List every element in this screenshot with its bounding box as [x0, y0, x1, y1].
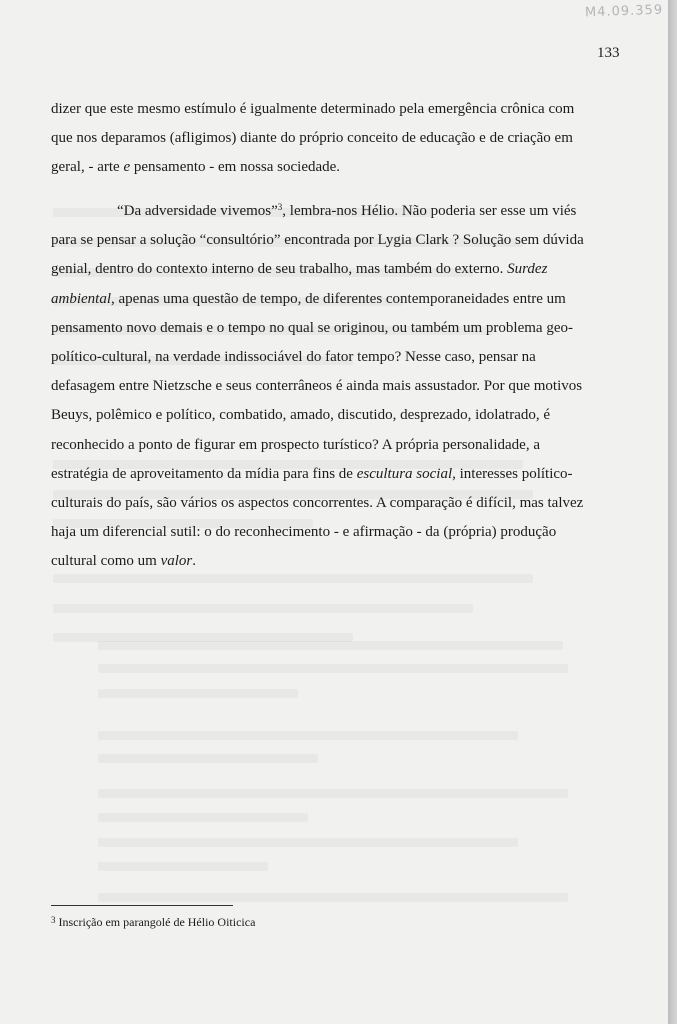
- paragraph-1-line-1: dizer que este mesmo estímulo é igualmente determinado pela emergência crônica com: [51, 101, 575, 117]
- paragraph-2-line-1: “Da adversidade vivemos”$^3$, lembra-nos Hélio. Não poderia ser esse um viés: [117, 202, 577, 219]
- footnote-divider: [51, 905, 233, 906]
- paragraph-1-line-3: geral, - arte e pensamento - em nossa sociedade.: [51, 159, 341, 176]
- paragraph-2-line-12: haja um diferencial sutil: o do reconhecimento - e afirmação - da (própria) produção: [51, 524, 557, 541]
- scanner-edge: [668, 0, 677, 1024]
- paragraph-2: [51, 197, 584, 577]
- paragraph-2-line-5: pensamento novo demais e o tempo no qual se originou, ou também um problema geo-: [51, 319, 573, 336]
- paragraph-1-line-2: que nos deparamos (afligimos) diante do próprio conceito de educação e de criação em: [51, 130, 573, 147]
- handwritten-catalog-mark: M4.09.359: [584, 2, 664, 21]
- paragraph-2-line-6: político-cultural, na verdade indissociável do fator tempo? Nesse caso, pensar na: [51, 349, 536, 366]
- paragraph-2-line-3: genial, dentro do contexto interno de seu trabalho, mas também do externo. Surdez: [51, 261, 548, 278]
- paragraph-2-line-7: defasagem entre Nietzsche e seus conterrâneos é ainda mais assustador. Por que motivos: [51, 378, 583, 395]
- paragraph-2-line-10: estratégia de aproveitamento da mídia para fins de escultura social, interesses político-: [51, 465, 573, 482]
- paragraph-1: [51, 95, 573, 183]
- footnote-number: 3: [51, 915, 56, 925]
- paragraph-2-line-8: Beuys, polêmico e político, combatido, amado, discutido, desprezado, idolatrado, é: [51, 407, 551, 424]
- page-number: 133: [597, 45, 620, 61]
- paragraph-2-line-2: para se pensar a solução “consultório” encontrada por Lygia Clark ? Solução sem dúvida: [51, 232, 584, 249]
- footnote-reference: 3: [277, 202, 283, 212]
- paragraph-2-line-9: reconhecido a ponto de figurar em prospecto turístico? A própria personalidade, a: [51, 436, 540, 453]
- paragraph-2-line-11: culturais do país, são vários os aspectos concorrentes. A comparação é difícil, mas talvez: [51, 495, 584, 512]
- paragraph-2-line-4: ambiental, apenas uma questão de tempo, de diferentes contemporaneidades entre um: [51, 290, 566, 307]
- paragraph-2-line-13: cultural como um valor.: [51, 553, 196, 570]
- footnote-text: Inscrição em parangolé de Hélio Oiticica: [55, 915, 256, 929]
- footnote: [51, 915, 255, 930]
